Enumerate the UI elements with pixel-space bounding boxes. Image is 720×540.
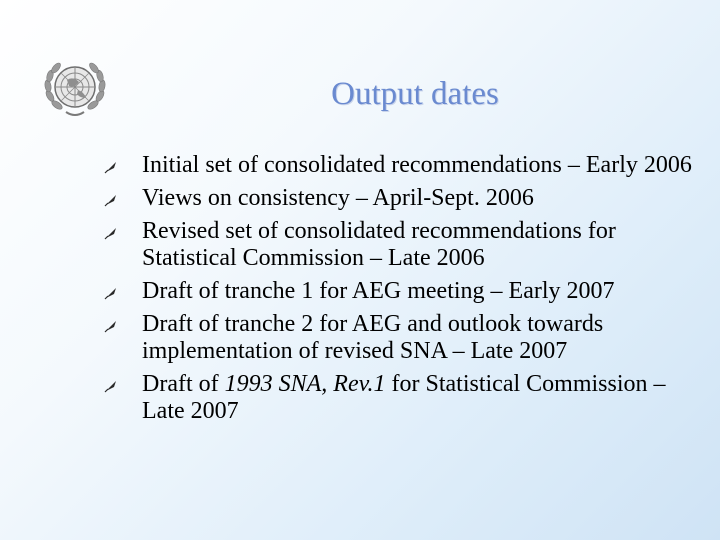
quill-bullet-icon (104, 193, 118, 207)
quill-bullet-icon (104, 319, 118, 333)
quill-bullet-icon (104, 379, 118, 393)
bullet-item (100, 152, 700, 179)
quill-bullet-icon (104, 226, 118, 240)
bullet-text: Draft of tranche 2 for AEG and outlook towards implementation of revised SNA – Late 2007 (142, 311, 604, 364)
bullet-text-emphasis: 1993 SNA, Rev.1 (224, 371, 386, 397)
bullet-text-pre: Draft of (142, 371, 225, 397)
bullet-list (100, 152, 700, 431)
un-emblem-icon (42, 58, 108, 120)
bullet-text-post: for Statistical Commission – Late 2007 (142, 371, 666, 424)
quill-bullet-icon (104, 286, 118, 300)
bullet-text: Initial set of consolidated recommendations – Early 2006 (142, 152, 692, 178)
bullet-item (100, 278, 700, 305)
bullet-text: Views on consistency – April-Sept. 2006 (142, 185, 534, 211)
bullet-item (100, 371, 700, 425)
bullet-item (100, 185, 700, 212)
bullet-item (100, 218, 700, 272)
bullet-text (142, 371, 666, 424)
quill-bullet-icon (104, 160, 118, 174)
bullet-text: Draft of tranche 1 for AEG meeting – Early 2007 (142, 278, 615, 304)
bullet-text: Revised set of consolidated recommendations for Statistical Commission – Late 2006 (142, 218, 616, 271)
bullet-item (100, 311, 700, 365)
slide-title: Output dates (331, 76, 499, 112)
